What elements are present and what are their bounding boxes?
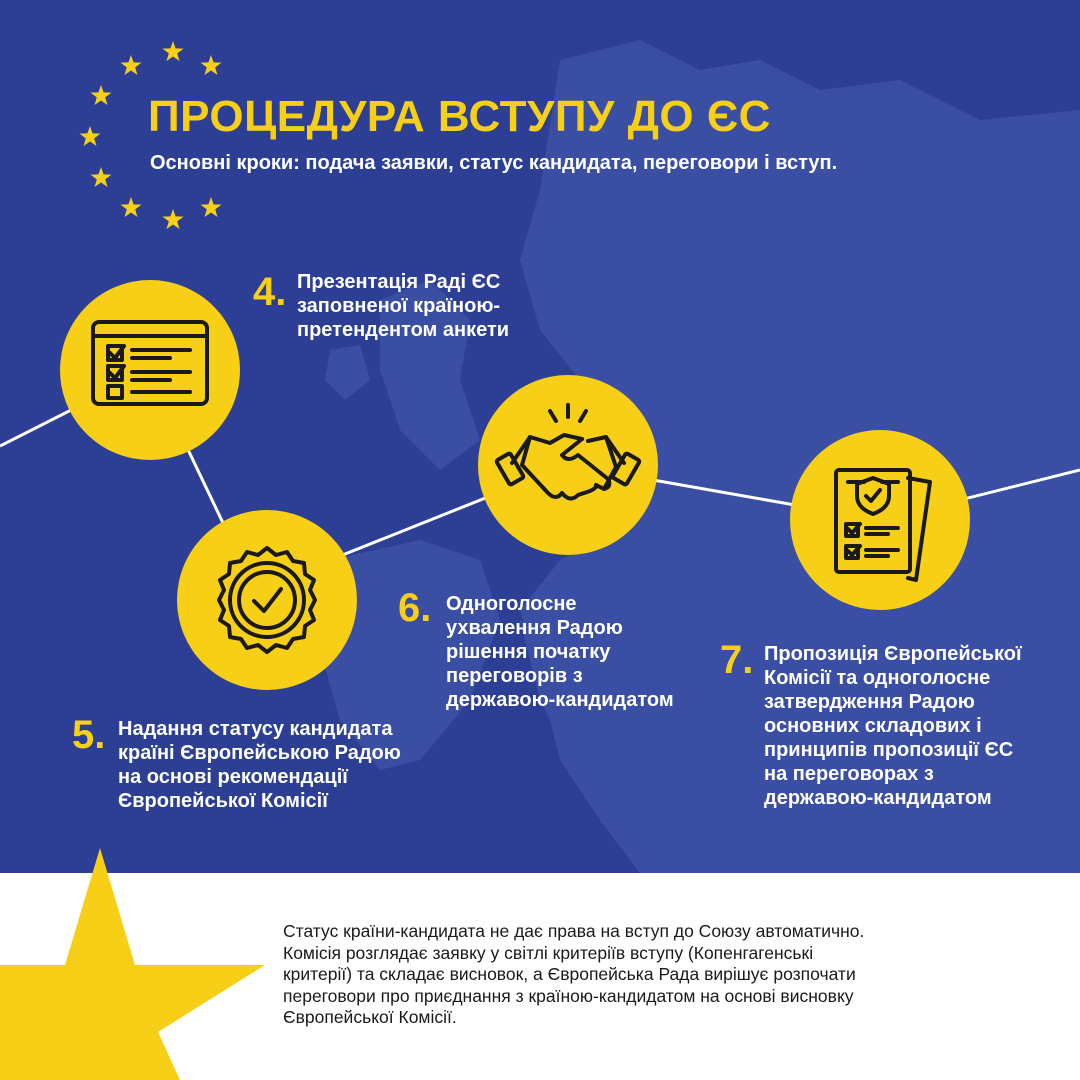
step-7-circle — [790, 430, 970, 610]
step-5-circle — [177, 510, 357, 690]
step-4-number: 4. — [253, 270, 287, 314]
step-4-circle — [60, 280, 240, 460]
step-4-text: Презентація Раді ЄС заповненої країною- претендентом анкети — [297, 271, 510, 341]
step-6-circle — [478, 375, 658, 555]
handshake-icon — [478, 375, 658, 555]
info-note: Статус країни-кандидата не дає права на вступ до Союзу автоматично. Комісія розглядає заявку у світлі критеріїв вступу (Копенгагенські критерії) та складає висновок, а Європейська Рада вирішує розпочати переговори про приєднання з країною-кандидатом на основі висновку Європейської Комісії. — [283, 921, 865, 1027]
page-subtitle: Основні кроки: подача заявки, статус кандидата, переговори і вступ. — [150, 152, 838, 174]
step-7-text: Пропозиція Європейської Комісії та одноголосне затвердження Радою основних складових і принципів пропозиції ЄС на переговорах з державою-кандидатом — [764, 643, 1022, 809]
checklist-icon — [60, 280, 240, 460]
seal-check-icon — [177, 510, 357, 690]
step-7-number: 7. — [720, 638, 754, 682]
step-6-text: Одноголосне ухвалення Радою рішення початку переговорів з державою-кандидатом — [446, 593, 674, 711]
step-5-text: Надання статусу кандидата країні Європейською Радою на основі рекомендації Європейської Комісії — [118, 718, 401, 812]
shield-document-icon — [790, 430, 970, 610]
step-6-number: 6. — [398, 586, 432, 630]
page-title: ПРОЦЕДУРА ВСТУПУ ДО ЄС — [148, 92, 771, 141]
step-5-number: 5. — [72, 713, 106, 757]
big-star-icon — [0, 820, 300, 1080]
